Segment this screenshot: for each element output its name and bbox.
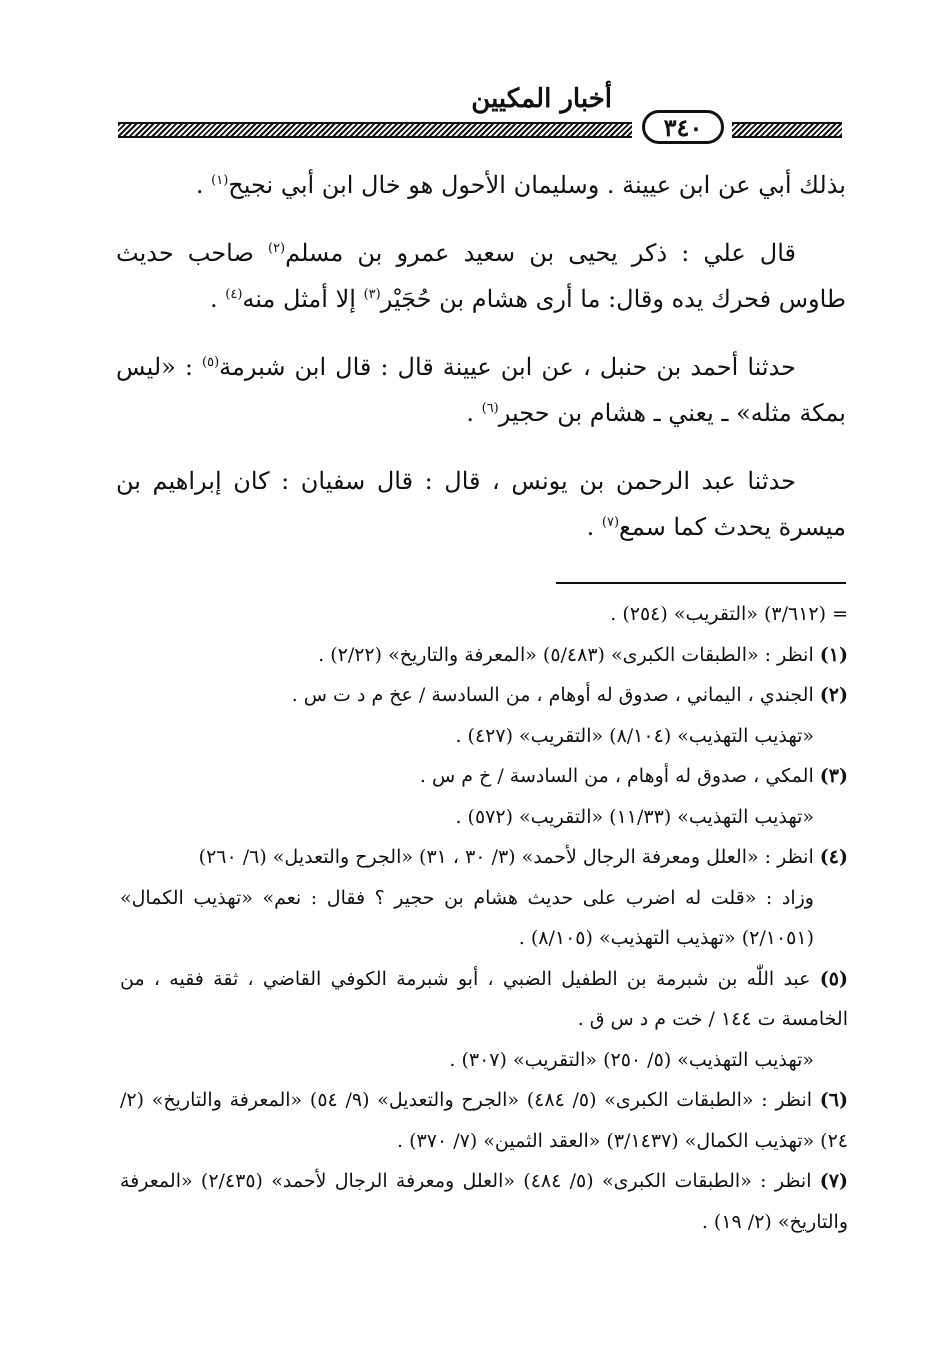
footnote-continuation: = (٣/٦١٢) «التقريب» (٢٥٤) . <box>610 603 848 625</box>
footnote-line: انظر : «الطبقات الكبرى» (٥/ ٤٨٤) «العلل ومعرفة الرجال لأحمد» (٢/٤٣٥) «المعرفة والتاريخ» (٢/ ١٩) . <box>120 1170 848 1233</box>
paragraph-3 <box>116 344 846 436</box>
footnote-ref: (٦) <box>481 401 499 416</box>
footnote-line: انظر : «الطبقات الكبرى» (٥/ ٤٨٤) «الجرح والتعديل» (٩/ ٥٤) «المعرفة والتاريخ» (٢/ ٢٤) «تهذيب الكمال» (٣/١٤٣٧) «العقد الثمين» (٧/ ٣٧٠) . <box>120 1089 848 1152</box>
paragraph-1 <box>116 162 846 208</box>
footnotes <box>120 594 848 1242</box>
paragraph-text: . <box>586 513 602 541</box>
footnote-ref: (١) <box>211 173 229 188</box>
footnote-1 <box>120 635 848 676</box>
footnote-3 <box>120 756 848 837</box>
footnote-number: (٥) <box>819 967 848 990</box>
footnote-line: «تهذيب التهذيب» (٥/ ٢٥٠) «التقريب» (٣٠٧) . <box>449 1048 814 1071</box>
footnote-number: (١) <box>819 643 848 666</box>
footnote-ref: (٢) <box>267 241 286 256</box>
footnote-7 <box>120 1161 848 1242</box>
footnote-ref: (٣) <box>363 287 381 302</box>
footnote-line: «تهذيب التهذيب» (١١/٣٣) «التقريب» (٥٧٢) . <box>455 805 814 828</box>
paragraph-text: . <box>466 399 482 427</box>
page-number-badge: ٣٤٠ <box>642 110 724 144</box>
paragraph-text: : «ليس بمكة مثله» ـ يعني ـ هشام بن حجير <box>116 353 846 427</box>
footnote-divider <box>556 582 846 584</box>
paragraph-text: صاحب حديث طاوس فحرك يده وقال: ما أرى هشام بن حُجَيْر <box>116 239 846 313</box>
footnote-number: (٣) <box>819 765 848 787</box>
footnote-line: وزاد : «قلت له اضرب على حديث هشام بن حجير ؟ فقال : نعم» «تهذيب الكمال» (٢/١٠٥١) «تهذيب التهذيب» (٨/١٠٥) . <box>120 886 814 949</box>
footnote-6 <box>120 1080 848 1161</box>
paragraph-text: حدثنا عبد الرحمن بن يونس ، قال : قال سفيان : كان إبراهيم بن ميسرة يحدث كما سمع <box>116 467 846 541</box>
paragraph-text: . <box>195 171 212 199</box>
paragraph-text: إلا أمثل منه <box>242 285 364 313</box>
main-text <box>116 162 846 572</box>
footnote-line: انظر : «الطبقات الكبرى» (٥/٤٨٣) «المعرفة والتاريخ» (٢/٢٢) . <box>318 643 814 666</box>
footnote-line: عبد اللّٰه بن شبرمة بن الطفيل الضبي ، أبو شبرمة الكوفي القاضي ، ثقة فقيه ، من الخامسة ت ١٤٤ / خت م د س ق . <box>120 967 848 1030</box>
footnote-line: «تهذيب التهذيب» (٨/١٠٤) «التقريب» (٤٢٧) . <box>455 724 814 747</box>
paragraph-4 <box>116 458 846 550</box>
header-ornamental-rule-left <box>118 122 632 138</box>
footnote-line: الجندي ، اليماني ، صدوق له أوهام ، من السادسة / عخ م د ت س . <box>291 684 814 706</box>
paragraph-text: . <box>210 285 226 313</box>
footnote-number: (٦) <box>819 1089 848 1111</box>
footnote-number: (٧) <box>819 1170 848 1192</box>
footnote-ref: (٧) <box>601 515 620 530</box>
paragraph-text: قال علي : ذكر يحيى بن سعيد عمرو بن مسلم <box>285 239 797 267</box>
running-header-title: أخبار المكيين <box>471 84 612 114</box>
footnote-ref: (٥) <box>202 355 220 370</box>
footnote-2 <box>120 675 848 756</box>
footnote-number: (٢) <box>819 684 848 706</box>
paragraph-2 <box>116 230 846 322</box>
paragraph-text: حدثنا أحمد بن حنبل ، عن ابن عيينة قال : قال ابن شبرمة <box>219 353 796 381</box>
footnote-number: (٤) <box>819 846 848 868</box>
footnote-ref: (٤) <box>225 287 243 302</box>
header-ornamental-rule-right <box>732 122 842 138</box>
footnote-5 <box>120 959 848 1081</box>
paragraph-text: بذلك أبي عن ابن عيينة . وسليمان الأحول هو خال ابن أبي نجيح <box>228 171 846 199</box>
footnote-4 <box>120 837 848 959</box>
footnote-line: انظر : «العلل ومعرفة الرجال لأحمد» (٣/ ٣٠ ، ٣١) «الجرح والتعديل» (٦/ ٢٦٠) <box>198 846 814 868</box>
footnote-line: المكي ، صدوق له أوهام ، من السادسة / خ م س . <box>419 765 814 787</box>
